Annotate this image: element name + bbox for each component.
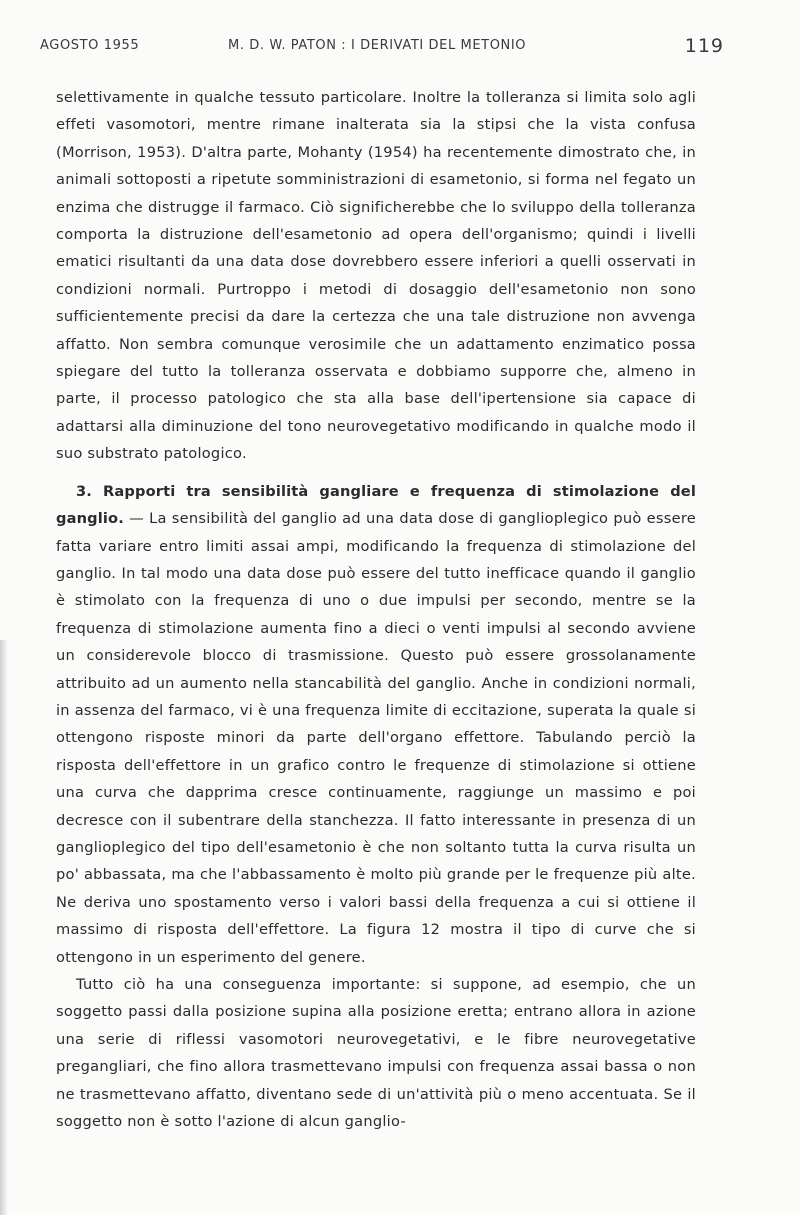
paragraph-tolerance: selettivamente in qualche tessuto particolare. Inoltre la tolleranza si limita solo agli effeti vasomotori, mentre rimane inalterata sia la stipsi che la vista confusa (Morrison, 1953). D'altra parte, Mohanty (1954) ha recentemente dimostrato che, in animali sottoposti a ripetute somministrazioni di esametonio, si forma nel fegato un enzima che distrugge il farmaco. Ciò significherebbe che lo sviluppo della tolleranza comporta la distruzione dell'esametonio ad opera dell'organismo; quindi i livelli ematici risultanti da una data dose dovrebbero essere inferiori a quelli osservati in condizioni normali. Purtroppo i metodi di dosaggio dell'esametonio non sono sufficientemente precisi da dare la certezza che una tale distruzione non avvenga affatto. Non sembra comunque verosimile che un adattamento enzimatico possa spiegare del tutto la tolleranza osservata e dobbiamo supporre che, almeno in parte, il processo patologico che sta alla base dell'ipertensione sia capace di adattarsi alla diminuzione del tono neurovegetativo modificando in qualche modo il suo substrato patologico. [56,89,696,463]
section-heading: 3. Rapporti tra sensibilità gangliare e frequenza di stimolazione del ganglio. [56,482,696,528]
page-number: 119 [684,35,724,57]
article-body [56,84,696,1135]
header-date: AGOSTO 1955 [40,38,140,53]
running-header [40,35,724,58]
paragraph-consequence: Tutto ciò ha una conseguenza importante: si suppone, ad esempio, che un soggetto passi dalla posizione supina alla posizione eretta; entrano allora in azione una serie di riflessi vasomotori neurovegetativi, e le fibre neurovegetative pregangliari, che fino allora trasmettevano impulsi con frequenza assai bassa o non ne trasmettevano affatto, diventano sede di un'attività più o meno accentuata. Se il soggetto non è sotto l'azione di alcun ganglio- [56,976,696,1131]
page-edge-shadow [0,640,8,1215]
header-article-title: M. D. W. PATON : I DERIVATI DEL METONIO [228,38,527,53]
paragraph-section-3 [56,478,696,971]
section-3-text: — La sensibilità del ganglio ad una data dose di ganglioplegico può essere fatta variare entro limiti assai ampi, modificando la frequenza di stimolazione del ganglio. In tal modo una data dose può essere del tutto inefficace quando il ganglio è stimolato con la frequenza di uno o due impulsi per secondo, mentre se la frequenza di stimolazione aumenta fino a dieci o venti impulsi al secondo avviene un considerevole blocco di trasmissione. Questo può essere grossolanamente attribuito ad un aumento nella stancabilità del ganglio. Anche in condizioni normali, in assenza del farmaco, vi è una frequenza limite di eccitazione, superata la quale si ottengono risposte minori da parte dell'organo effettore. Tabulando perciò la risposta dell'effettore in un grafico contro le frequenze di stimolazione si ottiene una curva che dapprima cresce continuamente, raggiunge un massimo e poi decresce con il subentrare della stanchezza. Il fatto interessante in presenza di un ganglioplegico del tipo dell'esametonio è che non soltanto tutta la curva risulta un po' abbassata, ma che l'abbassamento è molto più grande per le frequenze più alte. Ne deriva uno spostamento verso i valori bassi della frequenza a cui si ottiene il massimo di risposta dell'effettore. La figura 12 mostra il tipo di curve che si ottengono in un esperimento del genere. [56,510,696,966]
